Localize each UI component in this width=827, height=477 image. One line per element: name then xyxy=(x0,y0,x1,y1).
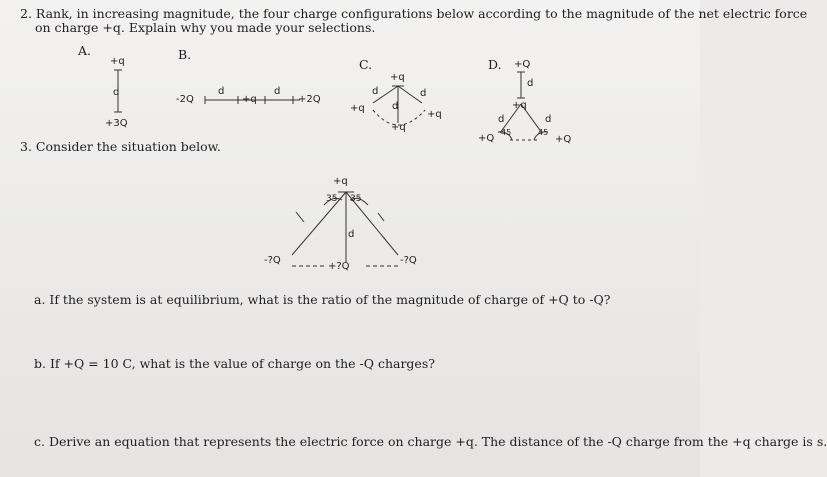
config-c-center-distance: d xyxy=(392,101,399,112)
config-c-left-distance: d xyxy=(372,86,379,97)
config-d-label: D. xyxy=(488,57,502,72)
q3-top-charge: +q xyxy=(333,176,348,187)
config-b-distance-1: d xyxy=(218,86,225,97)
config-b-right-charge: +2Q xyxy=(298,94,321,105)
config-d-top-charge: +Q xyxy=(514,59,531,70)
config-c-bottom-charge: +q xyxy=(391,122,406,133)
config-b-middle-charge: +q xyxy=(242,94,257,105)
config-b-left-charge: -2Q xyxy=(176,94,194,105)
config-a-distance: d xyxy=(113,87,120,98)
question-3a: a. If the system is at equilibrium, what is the ratio of the magnitude of charge of +Q to -Q? xyxy=(34,292,611,307)
q3-distance: d xyxy=(348,229,355,240)
q3-right-angle: 35 xyxy=(350,194,362,204)
config-c-right-distance: d xyxy=(420,88,427,99)
config-a-top-charge: +q xyxy=(110,56,125,67)
config-d-left-distance: d xyxy=(498,114,505,125)
config-b-distance-2: d xyxy=(274,86,281,97)
config-d-right-distance: d xyxy=(545,114,552,125)
question-2-line-1: 2. Rank, in increasing magnitude, the four charge configurations below according to the magnitude of the net electric force xyxy=(20,6,808,21)
q3-right-charge: -?Q xyxy=(400,255,417,266)
config-c-left-charge: +q xyxy=(350,103,365,114)
q3-left-arm xyxy=(292,192,346,255)
config-c-right-arm xyxy=(398,86,422,103)
q3-center-charge: +?Q xyxy=(328,261,350,272)
config-d-left-charge: +Q xyxy=(478,133,495,144)
q3-left-charge: -?Q xyxy=(264,255,281,266)
config-c-right-charge: +q xyxy=(427,109,442,120)
config-c-label: C. xyxy=(359,57,373,72)
question-2-line-2: on charge +q. Explain why you made your selections. xyxy=(35,20,376,35)
config-d-right-angle: 45 xyxy=(538,128,549,137)
config-b-label: B. xyxy=(178,47,192,62)
config-a-bottom-charge: +3Q xyxy=(105,118,128,129)
config-d-left-angle: 45 xyxy=(501,128,512,137)
config-a-label: A. xyxy=(78,43,92,58)
config-d-top-distance: d xyxy=(527,78,534,89)
config-c-top-charge: +q xyxy=(390,72,405,83)
q3-left-angle: 35 xyxy=(326,194,338,204)
config-d-right-charge: +Q xyxy=(555,134,572,145)
question-3c: c. Derive an equation that represents the electric force on charge +q. The distance of the -Q charge from the +q charge is s. xyxy=(34,434,827,449)
question-3b: b. If +Q = 10 C, what is the value of charge on the -Q charges? xyxy=(34,356,435,371)
config-d-center-charge: +q xyxy=(512,100,527,111)
question-3-title: 3. Consider the situation below. xyxy=(20,139,221,154)
